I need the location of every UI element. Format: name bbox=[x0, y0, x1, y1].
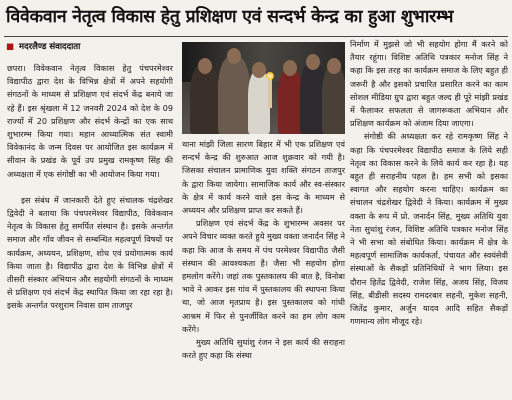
article-column-2 bbox=[182, 138, 345, 398]
byline-text: मदरलैण्ड संवाददाता bbox=[19, 42, 81, 52]
paragraph: छपरा। विवेकवान नेतृत्व विकास हेतु पंचपरमेश्वर विद्यापीठ द्वारा देश के विभिन्न क्षेत्रों में अपने सहयोगी संगठनों के माध्यम से प्रशिक्षण एवं संदर्भ केंद्र बनाये जा रहे हैं। इस श्रृंखला में 12 जनवरी 2024 को देश के 09 राज्यों में 20 प्रशिक्षण और संदर्भ केन्द्रों का एक साथ शुभारम्भ किया गया। महान आध्यात्मिक संत स्वामी विवेकानंद के जन्म दिवस पर आयोजित इस कार्यक्रम में सीवान के प्रखंड के पूर्व उप प्रमुख रामकृष्ण सिंह की अध्यक्षता में एक संगोष्ठी का भी आयोजन किया गया। bbox=[7, 63, 173, 179]
paragraph: थाना मांझी जिला सारण बिहार में भी एक प्रशिक्षण एवं सन्दर्भ केन्द्र की शुरुआत आज शुक्रवार को गयी है। जिसका संचालन प्रामाणिक युवा शक्ति संगठन ताजपुर के द्वारा किया जायेगा। सामाजिक कार्य और स्व-संस्कार के क्षेत्र में कार्य करने वाले इस केन्द्र के माध्यम से अध्ययन और प्रशिक्षण प्राप्त कर सकते हैं। bbox=[182, 139, 345, 216]
byline bbox=[6, 41, 176, 52]
paragraph: इस संबंध में जानकारी देते हुए संचालक चंद्रशेखर द्विवेदी ने बताया कि पंचपरमेश्वर विद्यापीठ, विवेकवान नेतृत्व के विकास हेतु समर्पित संस्थान है। इसके अन्तर्गत समाज और गाँव जीवन से सम्बन्धित महत्वपूर्ण विषयों पर कार्यक्रम, अध्ययन, प्रशिक्षण, शोध एवं प्रयोगात्मक कार्य किया जाता है। विद्यापीठ द्वारा देश के विभिन्न क्षेत्रों में तीसरी संस्कार अभियान और सहयोगी संगठनों के माध्यम से प्रशिक्षण एवं संदर्भ केंद्र स्थापित किया जा रहा रहा है। इसके अन्तर्गत परशुराम निवास ग्राम ताजपुर bbox=[7, 194, 173, 311]
article-column-1 bbox=[7, 62, 173, 398]
headline-rule bbox=[4, 36, 508, 37]
byline-mark-icon: ■ bbox=[6, 42, 15, 52]
event-photo bbox=[182, 42, 345, 134]
article-column-3 bbox=[350, 38, 508, 398]
paragraph: निर्माण में मुझसे जो भी सहयोग होगा मैं करने को तैयार रहूंगा। विशिष्ट अतिथि पत्रकार मनोज सिंह ने कहा कि इस तरह का कार्यक्रम समाज के लिए बहुत ही जरूरी है और इसको प्रचारित प्रसारित करने का काम सोशल मीडिया ग्रुप द्वारा बहुत जल्द ही पूरे मांझी प्रखंड में फैलाकर सफलता से जागरूकता अभियान और प्रशिक्षण कार्यक्रम को अंजाम दिया जाएगा। bbox=[350, 39, 508, 129]
paragraph: संगोष्ठी की अध्यक्षता कर रहे रामकृष्ण सिंह ने कहा कि पंचपरमेश्वर विद्यापीठ समाज के लिये सही नेतृत्व का विकास करने के लिये कार्य कर रहा है। यह बहुत ही सराहनीय पहल है। हम सभी को इसका स्वागत और सहयोग करना चाहिए। कार्यक्रम का संचालन चंद्रशेखर द्विवेदी ने किया। कार्यक्रम में मुख्य वक्ता के रूप में प्रो. जनार्दन सिंह, मुख्य अतिथि युवा नेता सुधांशु रंजन, विशिष्ट अतिथि पत्रकार मनोज सिंह ने भी सभा को संबोधित किया। कार्यक्रम में क्षेत्र के महत्वपूर्ण सामाजिक कार्यकर्ता, पंचायत और स्वयंसेवी संस्थाओं के सैकड़ों प्रतिनिधियों ने भाग लिया। इस दौरान हितेंद्र द्विवेदी, राजेश सिंह, अजय सिंह, विजय सिंह, बीडीसी सदस्य रामदरबार सहनी, मुकेश सहनी, जितेंद्र कुमार, अर्जुन यादव आदि सहित सैकड़ों गणमान्य लोग मौजूद रहे। bbox=[350, 131, 508, 327]
flame-icon bbox=[266, 72, 274, 80]
paragraph: प्रशिक्षण एवं संदर्भ केंद्र के शुभारम्भ अवसर पर अपने विचार व्यक्त करते हुये मुख्य वक्ता जनार्दन सिंह ने कहा कि आज के समय में पंच परमेश्वर विद्यापीठ जैसी संस्थान की आवश्यकता है। जैसा भी सहयोग होगा हमलोग करेंगे। जहां तक पुस्तकालय की बात है, विनोबा भावे ने आकर इस गांव में पुस्तकालय की स्थापना किया था, जो आज मृतप्राय है। इस पुस्तकालय को गांधी आश्रम में फिर से पुनर्जीवित करने का हम लोग काम करेंगे। bbox=[182, 218, 345, 334]
headline: विवेकवान नेतृत्व विकास हेतु प्रशिक्षण एवं सन्दर्भ केन्द्र का हुआ शुभारम्भ bbox=[6, 7, 454, 27]
lamp-icon bbox=[268, 78, 272, 108]
paragraph: मुख्य अतिथि सुधांशु रंजन ने इस कार्य की सराहना करते हुए कहा कि संस्था bbox=[182, 337, 345, 361]
